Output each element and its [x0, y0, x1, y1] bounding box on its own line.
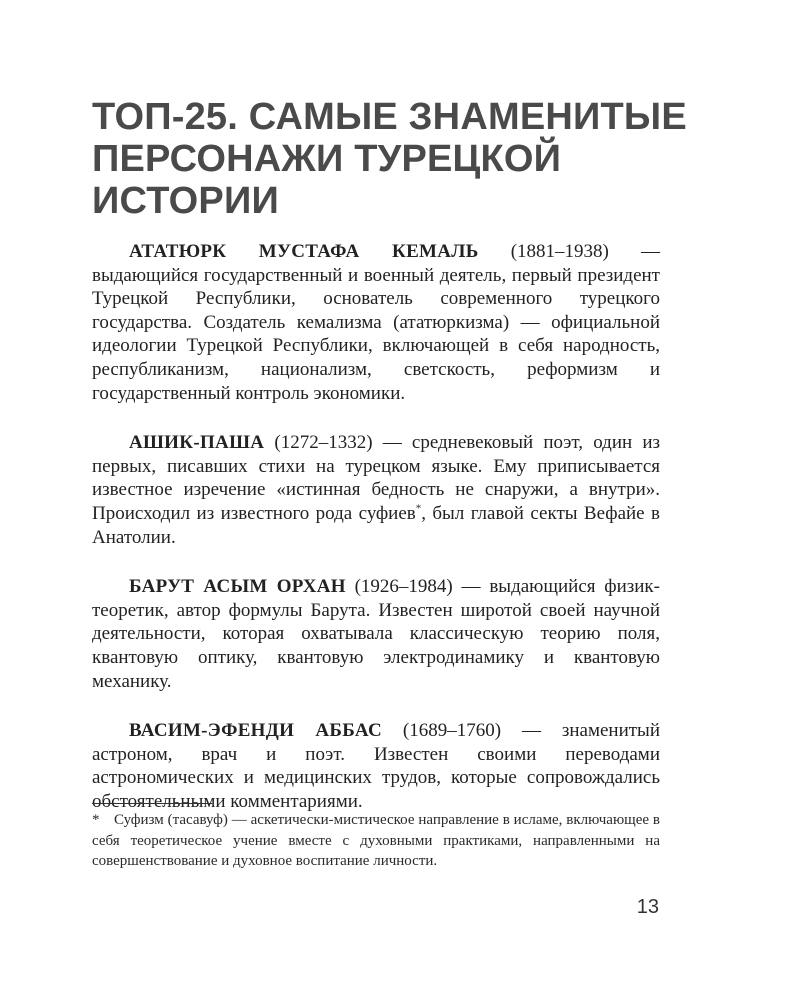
- entry-text: (1881–1938) — выдающийся государственный и военный деятель, первый президент Турецкой Республики, основатель современного турецкого государства. Создатель кемализма (ататюркизма) — официальной идеологии Турецкой Республики, включающей в себя народность, республиканизм, национализм, светскость, реформизм и государственный контроль экономики.: [92, 241, 660, 404]
- chapter-title-line-1: ТОП-25. САМЫЕ ЗНАМЕНИТЫЕ: [92, 96, 687, 138]
- entry-name: АТАТЮРК МУСТАФА КЕМАЛЬ: [129, 241, 479, 262]
- footnote-marker: *: [92, 812, 100, 828]
- entries-list: [92, 240, 660, 813]
- footnote-divider: [92, 803, 212, 804]
- page-number: 13: [636, 896, 659, 918]
- book-page: [92, 96, 687, 839]
- entry-name: БАРУТ АСЫМ ОРХАН: [129, 576, 346, 598]
- entry-text-continued: , был главой секты Вефайе в Анатолии.: [92, 502, 660, 548]
- entry-name: ВАСИМ-ЭФЕНДИ АББАС: [129, 720, 382, 742]
- chapter-title: [92, 96, 687, 222]
- entry-barut: [92, 575, 660, 693]
- entry-ataturk: [92, 240, 660, 405]
- entry-name: АШИК-ПАША: [129, 432, 265, 454]
- entry-text: (1926–1984) — выдающийся физик-теоретик, автор формулы Барута. Известен широтой своей научной деятельности, которая охватывала классическую теорию поля, квантовую оптику, квантовую электродинамику и квантовую механику.: [92, 576, 660, 692]
- entry-vasim-efendi: [92, 719, 660, 813]
- entry-text: (1689–1760) — знаменитый астроном, врач и поэт. Известен своими переводами астрономических и медицинских трудов, которые сопровождались обстоятельными комментариями.: [92, 720, 660, 812]
- footnote: [92, 810, 660, 872]
- footnote-reference: *: [415, 502, 422, 515]
- footnote-text: Суфизм (тасавуф) — аскетически-мистическое направление в исламе, включающее в себя теоретическое учение вместе с духовными практиками, направленными на совершенствование и духовное воспитание личности.: [92, 812, 660, 869]
- entry-text: (1272–1332) — средневековый поэт, один из первых, писавших стихи на турецком языке. Ему приписывается известное изречение «истинная бедность не снаружи, а внутри». Происходил из известного рода суфиев: [92, 432, 660, 524]
- chapter-title-line-3: ИСТОРИИ: [92, 180, 280, 222]
- entry-ashik-pasha: [92, 431, 660, 549]
- chapter-title-line-2: ПЕРСОНАЖИ ТУРЕЦКОЙ: [92, 138, 562, 180]
